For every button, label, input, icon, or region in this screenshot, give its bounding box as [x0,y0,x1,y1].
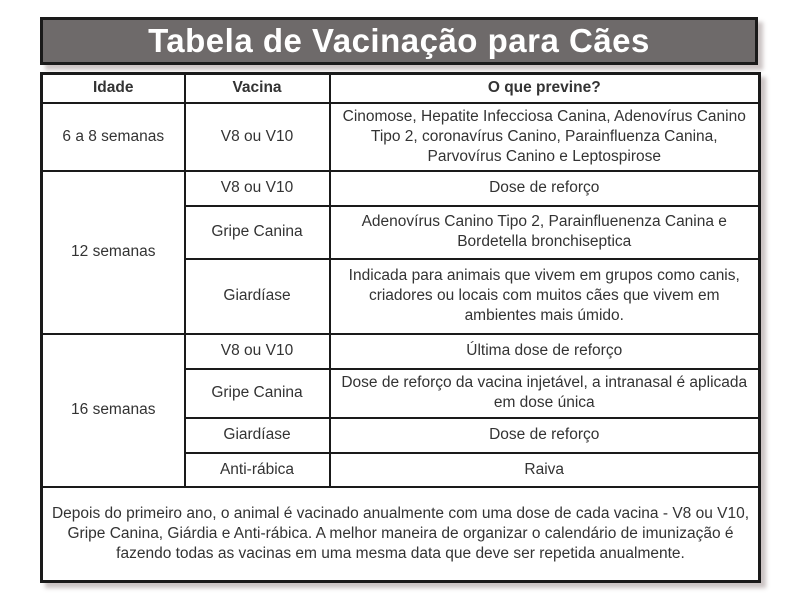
prevents-cell: Indicada para animais que vivem em grupos como canis, criadores ou locais com muitos cães que vivem em ambientes mais úmido. [330,259,760,334]
vaccine-cell: Anti-rábica [185,453,330,487]
vaccine-cell: V8 ou V10 [185,103,330,171]
page-title: Tabela de Vacinação para Cães [148,22,650,59]
prevents-cell: Adenovírus Canino Tipo 2, Parainfluenenza Canina e Bordetella bronchiseptica [330,206,760,259]
table-row [42,334,760,369]
prevents-cell: Cinomose, Hepatite Infecciosa Canina, Adenovírus Canino Tipo 2, coronavírus Canino, Parainfluenza Canina, Parvovírus Canino e Leptospirose [330,103,760,171]
prevents-cell: Dose de reforço [330,171,760,206]
prevents-cell: Dose de reforço [330,418,760,453]
title-bar [40,17,758,65]
column-header-vacina: Vacina [185,74,330,103]
vaccine-cell: Giardíase [185,418,330,453]
age-cell-6-8-semanas: 6 a 8 semanas [42,103,185,171]
prevents-cell: Dose de reforço da vacina injetável, a intranasal é aplicada em dose única [330,369,760,418]
column-header-o-que-previne: O que previne? [330,74,760,103]
age-cell-16-semanas: 16 semanas [42,334,185,487]
vaccine-cell: Gripe Canina [185,369,330,418]
vaccine-cell: V8 ou V10 [185,171,330,206]
footer-note: Depois do primeiro ano, o animal é vacinado anualmente com uma dose de cada vacina - V8 ou V10, Gripe Canina, Giárdia e Anti-rábica. A melhor maneira de organizar o calendário de imunização é fazendo todas as vacinas em uma mesma data que deve ser repetida anualmente. [42,487,760,582]
vaccine-cell: Gripe Canina [185,206,330,259]
prevents-cell: Raiva [330,453,760,487]
vaccination-table [40,72,761,583]
header-row [42,74,760,103]
table-row [42,103,760,171]
vaccine-cell: V8 ou V10 [185,334,330,369]
table-row [42,171,760,206]
column-header-idade: Idade [42,74,185,103]
vaccine-cell: Giardíase [185,259,330,334]
footer-row [42,487,760,582]
age-cell-12-semanas: 12 semanas [42,171,185,334]
prevents-cell: Última dose de reforço [330,334,760,369]
